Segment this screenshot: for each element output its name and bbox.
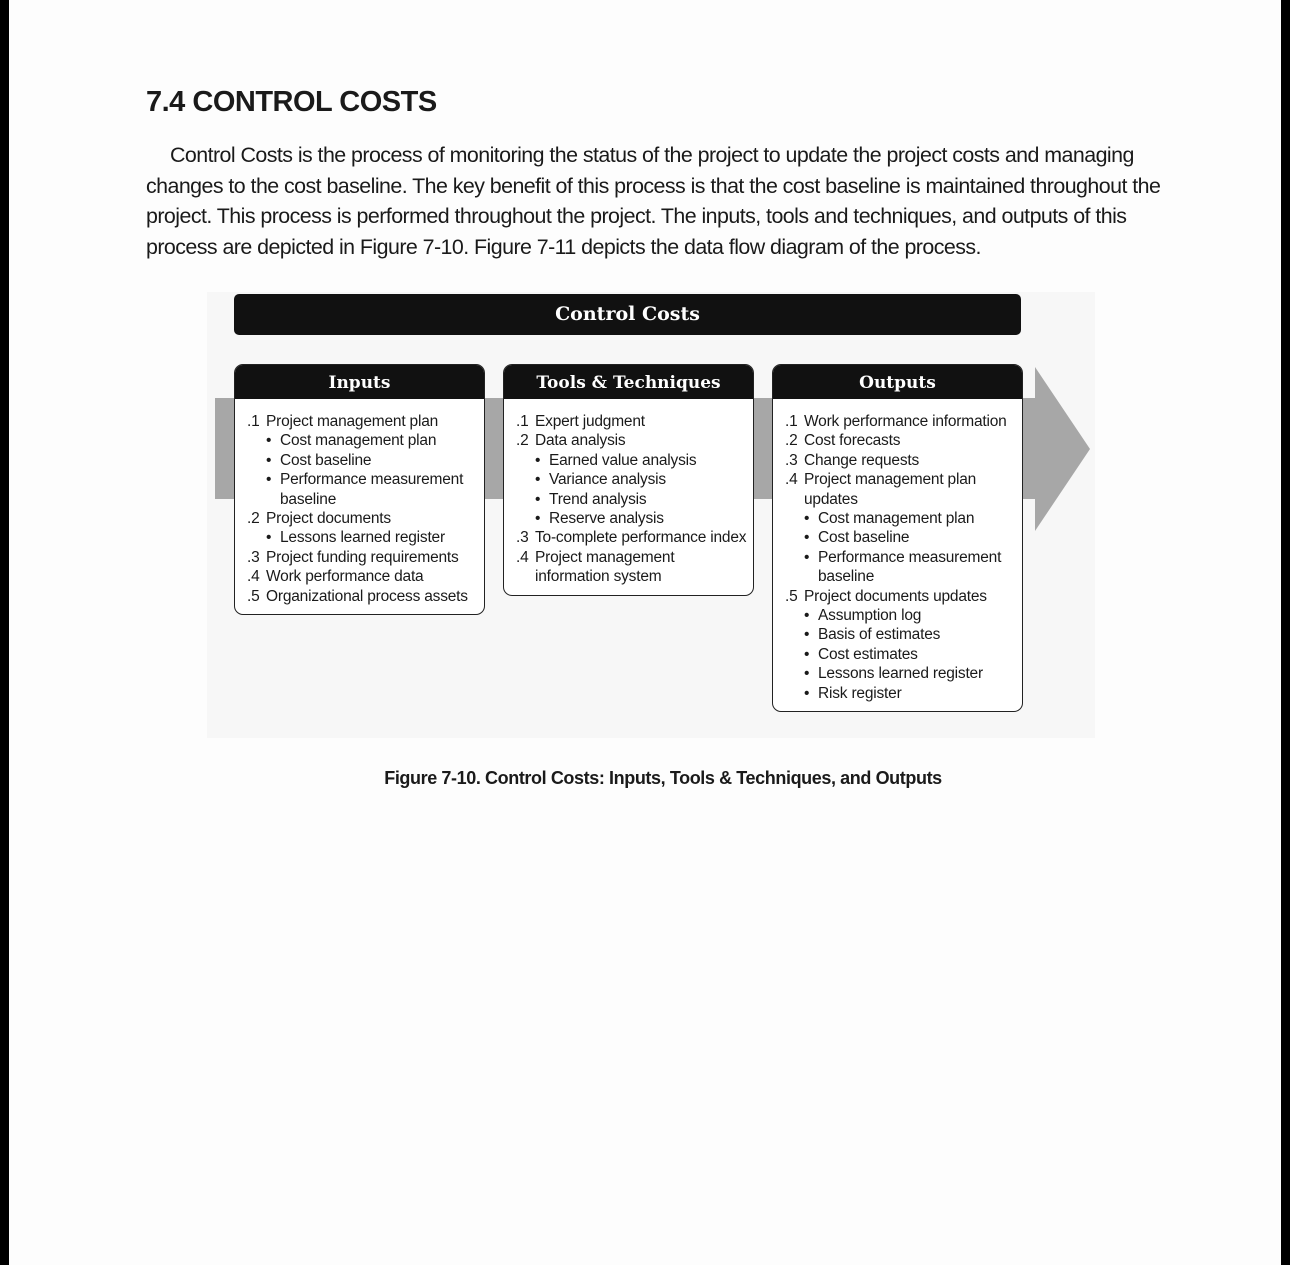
item-text: Project management information system <box>535 548 675 586</box>
item-number: .2 <box>516 432 529 450</box>
bullet-icon: • <box>804 684 810 702</box>
sub-item-text: Performance measurement baseline <box>818 548 1002 586</box>
sub-item-text: Cost baseline <box>280 451 372 469</box>
list-item <box>785 470 1018 509</box>
bullet-icon: • <box>266 471 272 489</box>
sub-item <box>516 490 749 509</box>
list-item <box>247 509 480 528</box>
list-item <box>247 567 480 586</box>
list-item <box>785 451 1018 470</box>
sub-item <box>785 684 1018 703</box>
inputs-box <box>234 364 485 615</box>
sub-item <box>516 470 749 489</box>
tools-list <box>504 399 753 595</box>
bullet-icon: • <box>804 510 810 528</box>
sub-item-text: Assumption log <box>818 607 922 625</box>
item-number: .1 <box>516 413 529 430</box>
intro-paragraph: Control Costs is the process of monitoring the status of the project to update the project costs and managing changes to the cost baseline. The key benefit of this process is that the cost baseline is maintained throughout the project. This process is performed throughout the project. The inputs, tools and techniques, and outputs of this process are depicted in Figure 7-10. Figure 7-11 depicts the data flow diagram of the process. <box>146 143 1161 259</box>
item-text: Project funding requirements <box>266 548 459 566</box>
item-number: .3 <box>785 451 798 469</box>
sub-item <box>785 509 1018 528</box>
sub-item-text: Trend analysis <box>549 490 647 508</box>
sub-item <box>785 645 1018 664</box>
item-text: Project documents <box>266 510 391 528</box>
bullet-icon: • <box>804 607 810 625</box>
list-item <box>785 587 1018 606</box>
sub-item <box>516 451 749 470</box>
bullet-icon: • <box>266 432 272 450</box>
figure-caption: Figure 7-10. Control Costs: Inputs, Tools & Techniques, and Outputs <box>384 768 942 788</box>
itto-figure <box>207 292 1095 738</box>
item-number: .2 <box>785 432 798 450</box>
bullet-icon: • <box>266 451 272 469</box>
sub-item <box>247 431 480 450</box>
item-text: Data analysis <box>535 432 626 450</box>
item-number: .4 <box>247 568 260 586</box>
item-text: Organizational process assets <box>266 587 468 605</box>
item-number: .3 <box>247 548 260 566</box>
list-item <box>516 548 749 587</box>
outputs-list <box>773 399 1022 711</box>
flow-arrow-icon <box>1035 367 1090 531</box>
list-item <box>247 412 480 431</box>
item-number: .1 <box>247 413 260 430</box>
list-item <box>516 412 749 431</box>
bullet-icon: • <box>535 490 541 508</box>
sub-item-text: Lessons learned register <box>818 665 983 683</box>
outputs-heading: Outputs <box>773 365 1022 399</box>
bullet-icon: • <box>535 471 541 489</box>
list-item <box>516 431 749 450</box>
bullet-icon: • <box>804 665 810 683</box>
bullet-icon: • <box>804 626 810 644</box>
sub-item-text: Earned value analysis <box>549 451 697 469</box>
sub-item <box>247 528 480 547</box>
sub-item <box>247 470 480 509</box>
figure-title: Control Costs <box>234 294 1021 335</box>
section-heading: 7.4 CONTROL COSTS <box>146 86 437 118</box>
sub-item-text: Lessons learned register <box>280 529 445 547</box>
sub-item-text: Reserve analysis <box>549 510 664 528</box>
bullet-icon: • <box>266 529 272 547</box>
item-text: Project documents updates <box>804 587 987 605</box>
item-text: Change requests <box>804 451 920 469</box>
inputs-heading: Inputs <box>235 365 484 399</box>
sub-item <box>516 509 749 528</box>
sub-item-text: Cost baseline <box>818 529 910 547</box>
sub-item-text: Cost management plan <box>818 510 975 528</box>
sub-item <box>785 548 1018 587</box>
sub-item-text: Cost estimates <box>818 645 918 663</box>
outputs-box <box>772 364 1023 712</box>
item-number: .3 <box>516 529 529 547</box>
figure-caption-wrap <box>9 768 1281 789</box>
item-text: To-complete performance index <box>535 529 747 547</box>
sub-item-text: Risk register <box>818 684 902 702</box>
sub-item-text: Variance analysis <box>549 471 666 489</box>
item-text: Expert judgment <box>535 413 645 430</box>
item-text: Project management plan <box>266 413 439 430</box>
bullet-icon: • <box>535 510 541 528</box>
item-text: Work performance data <box>266 568 424 586</box>
item-number: .4 <box>516 548 529 566</box>
sub-item <box>785 606 1018 625</box>
sub-item <box>785 625 1018 644</box>
item-number: .4 <box>785 471 798 489</box>
list-item <box>785 431 1018 450</box>
sub-item-text: Performance measurement baseline <box>280 471 464 508</box>
item-number: .1 <box>785 413 798 430</box>
inputs-list <box>235 399 484 614</box>
item-number: .5 <box>785 587 798 605</box>
bullet-icon: • <box>804 548 810 566</box>
document-page <box>9 0 1281 1265</box>
tools-box <box>503 364 754 596</box>
list-item <box>247 587 480 606</box>
sub-item <box>785 664 1018 683</box>
list-item <box>785 412 1018 431</box>
bullet-icon: • <box>535 451 541 469</box>
sub-item <box>785 528 1018 547</box>
sub-item <box>247 451 480 470</box>
list-item <box>247 548 480 567</box>
bullet-icon: • <box>804 529 810 547</box>
bullet-icon: • <box>804 645 810 663</box>
item-text: Cost forecasts <box>804 432 901 450</box>
item-number: .5 <box>247 587 260 605</box>
sub-item-text: Basis of estimates <box>818 626 941 644</box>
sub-item-text: Cost management plan <box>280 432 437 450</box>
item-number: .2 <box>247 510 260 528</box>
item-text: Work performance information <box>804 413 1007 430</box>
tools-heading: Tools & Techniques <box>504 365 753 399</box>
item-text: Project management plan updates <box>804 471 977 508</box>
list-item <box>516 528 749 547</box>
